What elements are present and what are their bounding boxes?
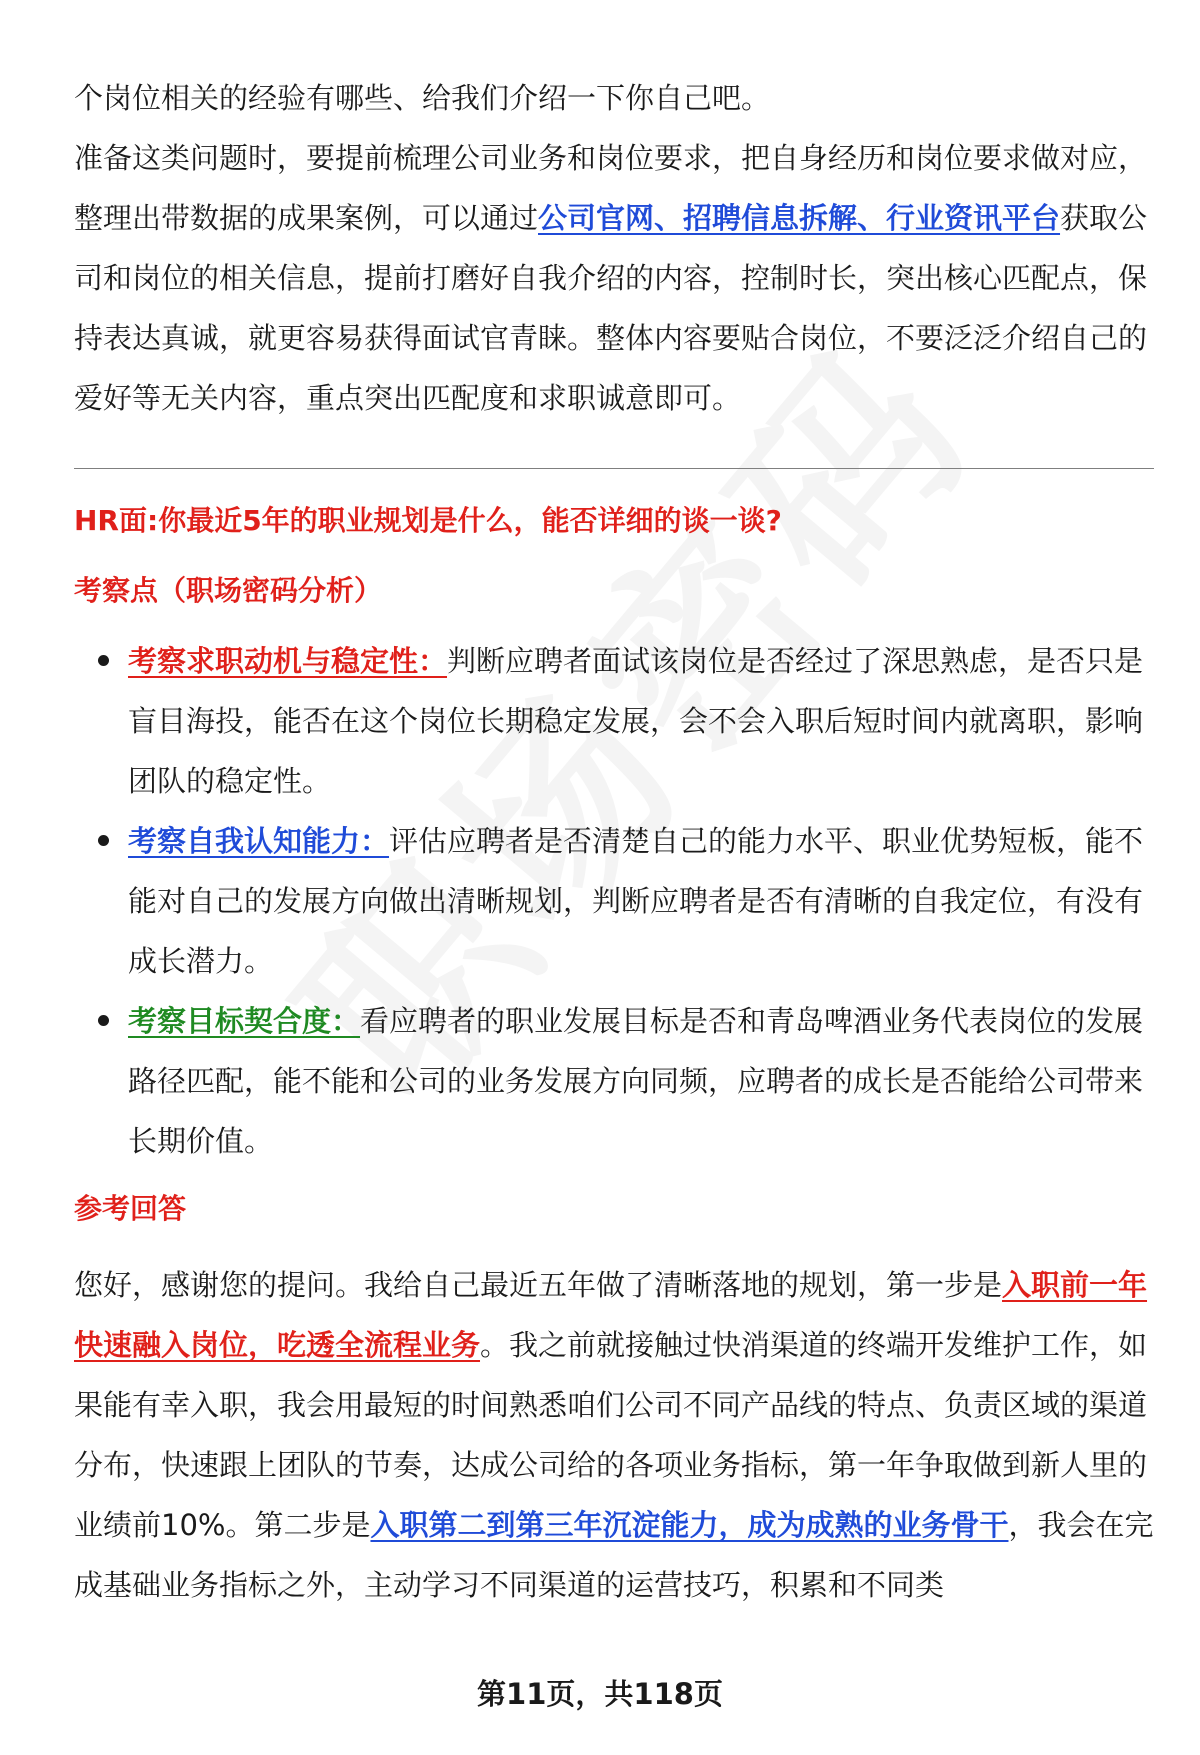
point-label: 考察目标契合度： bbox=[128, 1004, 361, 1038]
list-item bbox=[74, 631, 1154, 811]
list-item bbox=[74, 811, 1154, 991]
page-content bbox=[74, 68, 1154, 1615]
point-text: 评估应聘者是否清楚自己的能力水平、职业优势短板，能不能对自己的发展方向做出清晰规划，判断应聘者是否有清晰的自我定位，有没有成长潜力。 bbox=[128, 824, 1144, 978]
answer-highlight-step1: 入职前一年快速融入岗位，吃透全流程业务 bbox=[74, 1268, 1148, 1362]
bullet-icon bbox=[98, 1015, 109, 1026]
intro-paragraph bbox=[74, 128, 1154, 428]
bullet-icon bbox=[98, 835, 109, 846]
intro-line: 个岗位相关的经验有哪些、给我们介绍一下你自己吧。 bbox=[74, 81, 771, 115]
intro-text-after: 获取公司和岗位的相关信息，提前打磨好自我介绍的内容，控制时长，突出核心匹配点，保持表达真诚，就更容易获得面试官青睐。整体内容要贴合岗位，不要泛泛介绍自己的爱好等无关内容，重点突出匹配度和求职诚意即可。 bbox=[74, 201, 1148, 415]
answer-text: 。我之前就接触过快消渠道的终端开发维护工作，如果能有幸入职，我会用最短的时间熟悉咱们公司不同产品线的特点、负责区域的渠道分布，快速跟上团队的节奏，达成公司给的各项业务指标，第一年争取做到新人里的业绩前10%。第二步是 bbox=[74, 1328, 1148, 1542]
point-label: 考察自我认知能力： bbox=[128, 824, 390, 858]
section-divider bbox=[74, 468, 1154, 469]
list-item bbox=[74, 991, 1154, 1171]
section-title: 考察点（职场密码分析） bbox=[74, 574, 383, 607]
answer-paragraph bbox=[74, 1255, 1154, 1615]
page-number: 第11页，共118页 bbox=[477, 1677, 723, 1711]
point-label: 考察求职动机与稳定性： bbox=[128, 644, 448, 678]
answer-highlight-step2: 入职第二到第三年沉淀能力，成为成熟的业务骨干 bbox=[370, 1508, 1009, 1542]
point-text: 看应聘者的职业发展目标是否和青岛啤酒业务代表岗位的发展路径匹配，能不能和公司的业务发展方向同频，应聘者的成长是否能给公司带来长期价值。 bbox=[128, 1004, 1144, 1158]
answer-title: 参考回答 bbox=[74, 1192, 187, 1225]
answer-text: ，我会在完成基础业务指标之外，主动学习不同渠道的运营技巧，积累和不同类 bbox=[74, 1508, 1154, 1602]
bullet-icon bbox=[98, 655, 109, 666]
intro-highlight: 公司官网、招聘信息拆解、行业资讯平台 bbox=[538, 201, 1061, 235]
question-title: HR面:你最近5年的职业规划是什么，能否详细的谈一谈? bbox=[74, 504, 782, 537]
assessment-points bbox=[74, 631, 1154, 1171]
intro-text-before: 准备这类问题时，要提前梳理公司业务和岗位要求，把自身经历和岗位要求做对应，整理出带数据的成果案例，可以通过 bbox=[74, 141, 1148, 235]
answer-text: 您好，感谢您的提问。我给自己最近五年做了清晰落地的规划，第一步是 bbox=[74, 1268, 1003, 1302]
point-text: 判断应聘者面试该岗位是否经过了深思熟虑，是否只是盲目海投，能否在这个岗位长期稳定发展，会不会入职后短时间内就离职，影响团队的稳定性。 bbox=[128, 644, 1144, 798]
